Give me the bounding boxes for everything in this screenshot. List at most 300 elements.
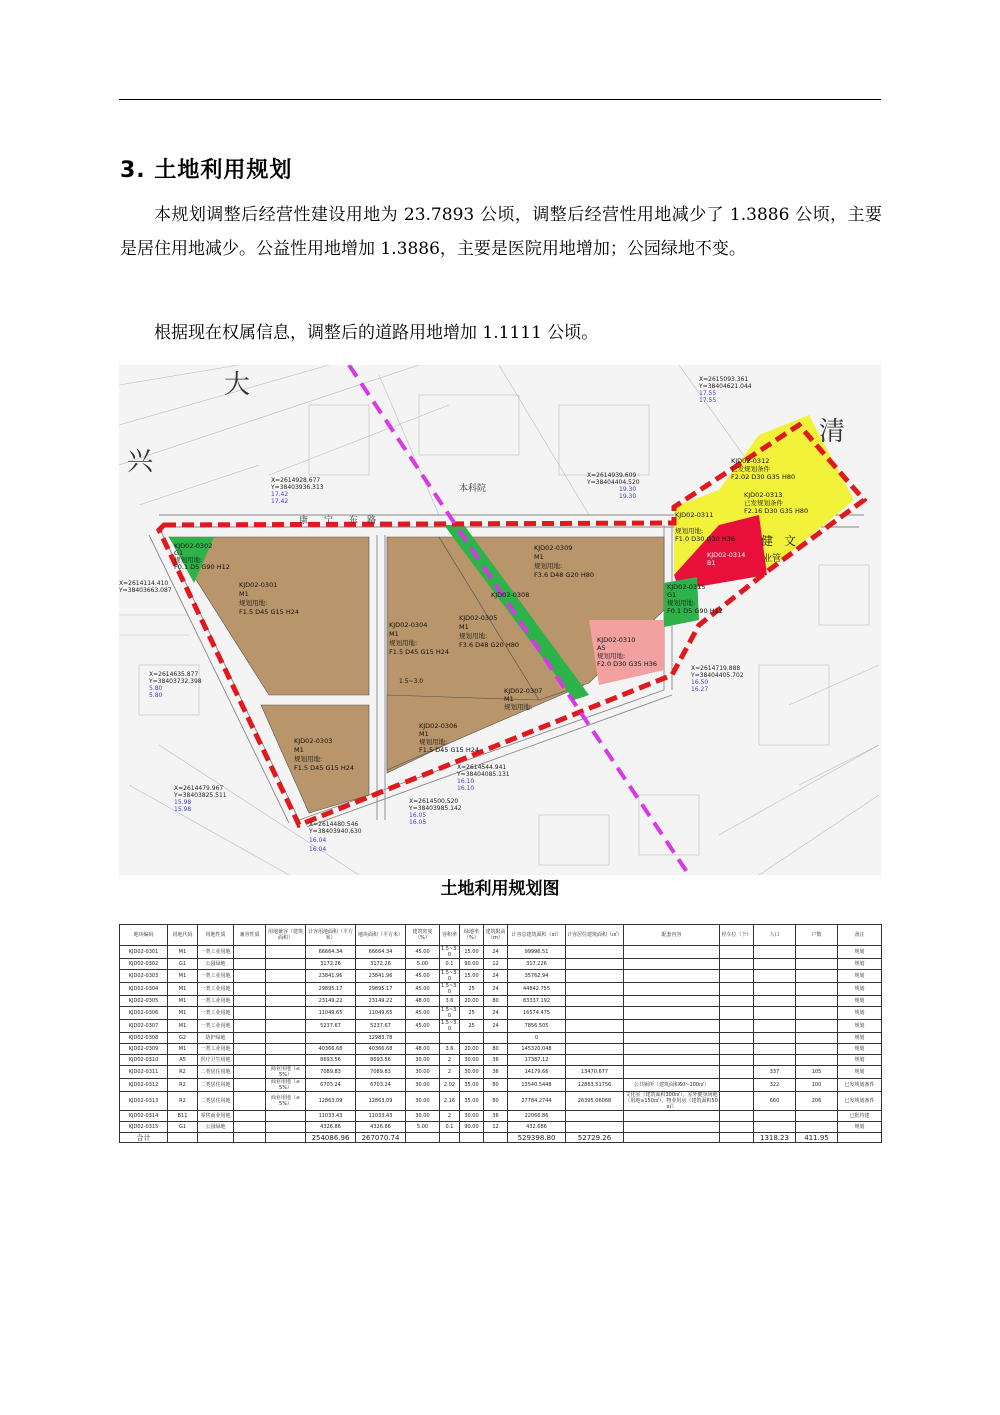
table-total-row [120, 1133, 882, 1143]
table-total-cell [838, 1133, 882, 1143]
table-cell [796, 996, 838, 1007]
table-cell: 36 [484, 1066, 508, 1079]
table-header-cell: 地块编码 [120, 925, 168, 946]
parcel-code-0310: KJD02-0310 [597, 636, 636, 644]
table-cell [796, 1055, 838, 1066]
table-cell [720, 959, 754, 970]
table-cell: 15.00 [460, 970, 484, 983]
table-cell: 2 [440, 1066, 460, 1079]
table-cell: 0.1 [440, 959, 460, 970]
coord-e2-3: 19.30 [619, 493, 637, 500]
parcel-code-0313: KJD02-0313 [744, 491, 783, 499]
table-cell [720, 1033, 754, 1044]
table-cell: 1.5~3.0 [441, 1020, 458, 1032]
table-cell: 12863.51756 [566, 1079, 624, 1092]
table-cell: KJD02-0301 [120, 946, 168, 959]
table-cell [624, 1020, 720, 1033]
table-cell: R2 [168, 1092, 198, 1111]
table-header-cell: 配套内容 [624, 925, 720, 946]
parcel-code-0302: KJD02-0302 [174, 542, 213, 550]
parcel-label-0311: 规划用地: [675, 527, 704, 535]
table-cell [796, 1020, 838, 1033]
table-cell: 已批待建 [838, 1111, 882, 1122]
table-header-cell: 容积率 [440, 925, 460, 946]
table-cell: 45.00 [406, 1007, 440, 1020]
table-cell [720, 983, 754, 996]
parcel-spec-0302: F0.1 D5 G90 H12 [174, 563, 230, 571]
coord-x-10: X=2614114.410 [119, 580, 169, 587]
table-cell: 12983.78 [356, 1033, 406, 1044]
coord-e2-9: 16.04 [309, 846, 327, 853]
parcel-label-0310: 规划用地: [597, 652, 626, 660]
table-cell: 20.00 [460, 1044, 484, 1055]
table-cell: 35762.94 [508, 970, 566, 983]
table-cell [754, 1122, 796, 1133]
table-cell: M1 [168, 946, 198, 959]
table-row [120, 996, 882, 1007]
table-cell: 48.00 [406, 996, 440, 1007]
table-cell: 322 [754, 1079, 796, 1092]
table-cell: 6703.24 [356, 1079, 406, 1092]
map-label-institute: 本科院 [459, 484, 487, 494]
table-cell [754, 1044, 796, 1055]
table-cell: 27784.2744 [508, 1092, 566, 1111]
parcel-spec-0310: F2.0 D30 G35 H36 [597, 660, 658, 668]
table-cell [796, 983, 838, 996]
land-use-table-wrap [119, 924, 881, 1143]
parcel-label-0302: 规划用地: [174, 556, 203, 564]
table-cell [266, 1007, 306, 1020]
parcel-use-0303: M1 [294, 746, 304, 754]
table-cell: 规划 [838, 1122, 882, 1133]
table-cell: 5.00 [406, 959, 440, 970]
table-cell: 15.00 [460, 946, 484, 959]
table-cell: 25 [460, 1007, 484, 1020]
table-cell: 25 [460, 983, 484, 996]
table-cell: 99996.51 [508, 946, 566, 959]
table-total-cell [198, 1133, 234, 1143]
parcel-spec-0312: F2.02 D30 G35 H80 [731, 473, 796, 481]
table-cell: A5 [168, 1055, 198, 1066]
parcel-use-0306: M1 [419, 730, 429, 738]
table-cell: 317.226 [508, 959, 566, 970]
table-cell [306, 1033, 356, 1044]
map-label-far-range: 1.5~3.0 [399, 678, 424, 685]
table-cell: 1.5~3.0 [441, 983, 458, 995]
table-cell: R2 [168, 1079, 198, 1092]
table-cell: KJD02-0312 [120, 1079, 168, 1092]
table-cell: 8693.56 [356, 1055, 406, 1066]
parcel-spec-0303: F1.5 D45 G15 H24 [294, 764, 355, 772]
parcel-spec-0305: F3.6 D48 G20 H80 [459, 641, 520, 649]
parcel-code-0304: KJD02-0304 [389, 621, 428, 629]
table-cell: 23841.96 [356, 970, 406, 983]
table-row [120, 1055, 882, 1066]
table-cell [720, 1079, 754, 1092]
table-cell [624, 1122, 720, 1133]
table-cell: 22066.86 [508, 1111, 566, 1122]
table-total-cell: 52729.26 [566, 1133, 624, 1143]
table-cell: 30.00 [460, 1055, 484, 1066]
table-cell: 29895.17 [356, 983, 406, 996]
table-cell: 7089.83 [306, 1066, 356, 1079]
road-char-qing: 清 [819, 417, 846, 447]
parcel-use-0309: M1 [534, 553, 544, 561]
parcel-label-0312: 已发规划条件 [731, 465, 770, 473]
table-cell: 24 [484, 946, 508, 959]
table-cell [624, 959, 720, 970]
table-total-cell [266, 1133, 306, 1143]
table-cell: 5.00 [406, 1122, 440, 1133]
coord-y-5: Y=38404405.702 [691, 672, 744, 679]
table-cell [720, 946, 754, 959]
table-header-cell: 兼容性质 [234, 925, 266, 946]
table-cell [234, 1055, 266, 1066]
table-cell: KJD02-0306 [120, 1007, 168, 1020]
parcel-label-0303: 规划用地: [294, 755, 323, 763]
table-total-cell [234, 1133, 266, 1143]
table-cell [796, 1044, 838, 1055]
table-cell: 11049.65 [356, 1007, 406, 1020]
road-char-da: 大 [224, 370, 251, 400]
table-cell: 一类工业用地 [198, 1044, 234, 1055]
coord-x-4: X=2614635.877 [149, 671, 199, 678]
table-cell: 11049.65 [306, 1007, 356, 1020]
table-cell: KJD02-0302 [120, 959, 168, 970]
table-cell: 1.5~3.0 [441, 1007, 458, 1019]
parcel-use-0301: M1 [239, 590, 249, 598]
table-cell [796, 970, 838, 983]
table-total-cell: 254086.96 [306, 1133, 356, 1143]
table-cell: 一类工业用地 [198, 996, 234, 1007]
table-cell: 1.5~3.0 [441, 970, 458, 982]
parcel-label-0305: 规划用地: [459, 632, 488, 640]
table-cell [720, 1044, 754, 1055]
coord-y-9: Y=38403940.630 [309, 828, 362, 835]
table-cell [566, 1055, 624, 1066]
paragraph-1: 本规划调整后经营性建设用地为 23.7893 公顷，调整后经营性用地减少了 1.3886 公顷，主要是居住用地减少。公益性用地增加 1.3886，主要是医院用地增加；公园绿地不变。 [120, 205, 882, 259]
table-header-cell: 户数 [796, 925, 838, 946]
table-cell: 规划 [838, 1020, 882, 1033]
table-cell [266, 1020, 306, 1033]
table-cell: 规划 [838, 946, 882, 959]
coord-x-7: X=2614544.941 [457, 764, 507, 771]
table-cell [624, 1066, 720, 1079]
table-header-cell: 计容用地面积（平方米） [306, 925, 356, 946]
parcel-spec-0313: F2.16 D30 G35 H80 [744, 507, 809, 515]
table-cell: 6703.24 [306, 1079, 356, 1092]
table-cell: 2.02 [440, 1079, 460, 1092]
table-cell: KJD02-0315 [120, 1122, 168, 1133]
parcel-code-0307: KJD02-0307 [504, 687, 543, 695]
table-header-cell: 停车位（个） [720, 925, 754, 946]
table-cell [266, 1044, 306, 1055]
parcel-use-0307: M1 [504, 695, 514, 703]
land-use-table [119, 924, 882, 1143]
table-cell: 3172.26 [356, 959, 406, 970]
coord-x-5: X=2614719.888 [691, 665, 741, 672]
map-label-jian: 健 [761, 534, 774, 548]
table-cell: 23841.96 [306, 970, 356, 983]
table-cell: 公共厕所（建筑面积60~100㎡） [624, 1079, 720, 1092]
table-cell: 23149.22 [306, 996, 356, 1007]
table-cell: G1 [168, 959, 198, 970]
table-cell: 已发规划条件 [838, 1092, 882, 1111]
table-cell: 45.00 [406, 970, 440, 983]
parcel-label-0301: 规划用地: [239, 599, 268, 607]
table-cell: 36 [484, 1111, 508, 1122]
table-cell: 145320.048 [508, 1044, 566, 1055]
coord-e1-8: 16.05 [409, 812, 427, 819]
coord-e1-3: 19.30 [619, 486, 637, 493]
table-cell: 16574.475 [508, 1007, 566, 1020]
table-row [120, 1079, 882, 1092]
table-cell: 40366.68 [306, 1044, 356, 1055]
table-total-cell [720, 1133, 754, 1143]
table-cell [266, 946, 306, 959]
coord-x-2: X=2614928.677 [271, 477, 321, 484]
table-cell [566, 970, 624, 983]
table-cell: 2.16 [440, 1092, 460, 1111]
table-cell [624, 1007, 720, 1020]
table-row [120, 1044, 882, 1055]
table-cell: 45.00 [406, 946, 440, 959]
table-cell [234, 1007, 266, 1020]
table-cell: 2 [440, 1055, 460, 1066]
table-cell [796, 1007, 838, 1020]
table-header-row [120, 925, 882, 946]
table-cell: 12863.09 [356, 1092, 406, 1111]
table-cell [754, 946, 796, 959]
table-header-cell: 人口 [754, 925, 796, 946]
parcel-code-0311: KJD02-0311 [675, 511, 714, 519]
coord-y-10: Y=38403663.087 [119, 587, 172, 594]
parcel-use-0315: G1 [667, 591, 677, 599]
land-use-map [119, 365, 881, 875]
table-cell: 35.00 [460, 1079, 484, 1092]
table-cell: 30.00 [406, 1055, 440, 1066]
table-cell [624, 970, 720, 983]
table-cell: 规划 [838, 970, 882, 983]
table-cell: 3172.26 [306, 959, 356, 970]
section-heading: 3. 土地利用规划 [120, 158, 293, 183]
table-cell: M1 [168, 970, 198, 983]
table-cell [720, 1007, 754, 1020]
table-cell [624, 996, 720, 1007]
table-cell: 公园绿地 [198, 959, 234, 970]
parcel-code-0314: KJD02-0314 [707, 551, 746, 559]
table-cell [566, 1122, 624, 1133]
table-cell: 一类工业用地 [198, 970, 234, 983]
table-row [120, 970, 882, 983]
table-cell [720, 1111, 754, 1122]
table-cell: 规划 [838, 959, 882, 970]
table-cell [234, 983, 266, 996]
table-cell [754, 996, 796, 1007]
parcel-use-0305: M1 [459, 623, 469, 631]
parcel-spec-0309: F3.6 D48 G20 H80 [534, 571, 595, 579]
table-row [120, 1122, 882, 1133]
table-cell [796, 1111, 838, 1122]
parcel-code-0301: KJD02-0301 [239, 581, 278, 589]
table-cell: 0.1 [440, 1122, 460, 1133]
table-cell: KJD02-0311 [120, 1066, 168, 1079]
coord-e1-4: 5.80 [149, 685, 163, 692]
table-header-cell: 地块面积（平方米） [356, 925, 406, 946]
coord-e2-1: 17.55 [699, 397, 717, 404]
table-cell [234, 996, 266, 1007]
coord-e2-8: 16.05 [409, 819, 427, 826]
coord-y-2: Y=38403936.313 [271, 484, 324, 491]
coord-e2-5: 16.27 [691, 686, 709, 693]
table-cell: 337 [754, 1066, 796, 1079]
table-cell: 二类居住用地 [198, 1079, 234, 1092]
table-cell [566, 946, 624, 959]
table-cell [796, 946, 838, 959]
table-cell: 0 [508, 1033, 566, 1044]
table-row [120, 1007, 882, 1020]
table-cell: 3.6 [440, 1044, 460, 1055]
coord-e1-2: 17.42 [271, 491, 289, 498]
table-cell [720, 1092, 754, 1111]
table-cell: 商业用地（≤5%） [266, 1066, 306, 1079]
table-cell: 30.00 [406, 1079, 440, 1092]
coord-y-7: Y=38404085.131 [457, 771, 510, 778]
parcel-label-0313: 已发规划条件 [744, 499, 783, 507]
parcel-spec-0311: F1.0 D30 G30 H36 [675, 535, 736, 543]
table-cell: 80 [484, 1092, 508, 1111]
table-cell [234, 1111, 266, 1122]
table-cell [460, 1033, 484, 1044]
table-cell: 45.00 [406, 983, 440, 996]
table-cell: 1.5~3.0 [441, 946, 458, 958]
table-header-cell: 计容总建筑面积（㎡） [508, 925, 566, 946]
table-cell: M1 [168, 983, 198, 996]
table-cell: 36 [484, 1055, 508, 1066]
table-header-cell: 用地代码 [168, 925, 198, 946]
table-cell [234, 1044, 266, 1055]
table-cell [754, 1033, 796, 1044]
table-cell: 已发规划条件 [838, 1079, 882, 1092]
table-cell [234, 946, 266, 959]
table-cell: 7089.83 [356, 1066, 406, 1079]
table-cell: 13540.5448 [508, 1079, 566, 1092]
coord-e2-2: 17.42 [271, 498, 289, 505]
table-cell [720, 996, 754, 1007]
table-cell: 26395.06068 [566, 1092, 624, 1111]
parcel-spec-0315: F0.1 D5 G90 H12 [667, 607, 723, 615]
table-cell [266, 1033, 306, 1044]
table-cell: 30.00 [406, 1092, 440, 1111]
table-cell: 11033.43 [306, 1111, 356, 1122]
table-cell: 660 [754, 1092, 796, 1111]
parcel-use-0304: M1 [389, 630, 399, 638]
table-cell: R2 [168, 1066, 198, 1079]
table-cell [624, 1044, 720, 1055]
road-char-lu: 路 [367, 516, 377, 526]
table-cell [624, 1055, 720, 1066]
table-header-cell: 计容居住建筑面积（㎡） [566, 925, 624, 946]
table-cell [566, 1111, 624, 1122]
table-cell: 防护绿地 [198, 1033, 234, 1044]
parcel-spec-0306: F1.5 D45 G15 H24 [419, 746, 480, 754]
table-cell [796, 959, 838, 970]
map-label-yeguan: 业管 [763, 554, 782, 564]
table-total-cell [624, 1133, 720, 1143]
table-cell [234, 1066, 266, 1079]
table-row [120, 1092, 882, 1111]
table-cell: M1 [168, 1007, 198, 1020]
table-cell: 7856.505 [508, 1020, 566, 1033]
table-total-cell [440, 1133, 460, 1143]
table-cell [796, 1122, 838, 1133]
table-row [120, 1111, 882, 1122]
table-cell [266, 983, 306, 996]
table-cell: M1 [168, 1044, 198, 1055]
table-header-cell: 建筑限高（m） [484, 925, 508, 946]
table-cell: 公园绿地 [198, 1122, 234, 1133]
table-cell: G2 [168, 1033, 198, 1044]
table-cell: KJD02-0310 [120, 1055, 168, 1066]
coord-x-8: X=2614500.520 [409, 798, 459, 805]
coord-y-3: Y=38404404.520 [587, 479, 640, 486]
table-cell: KJD02-0307 [120, 1020, 168, 1033]
table-cell: KJD02-0313 [120, 1092, 168, 1111]
table-cell: 80 [484, 996, 508, 1007]
table-cell [266, 959, 306, 970]
table-cell [266, 1122, 306, 1133]
table-cell: 30.00 [460, 1111, 484, 1122]
table-cell: 规划 [838, 1007, 882, 1020]
table-cell [234, 970, 266, 983]
table-cell: 17387.12 [508, 1055, 566, 1066]
parcel-code-0306: KJD02-0306 [419, 722, 458, 730]
table-cell [484, 1033, 508, 1044]
table-cell: KJD02-0305 [120, 996, 168, 1007]
parcel-code-0303: KJD02-0303 [294, 737, 333, 745]
table-cell [754, 1111, 796, 1122]
table-cell [566, 983, 624, 996]
table-cell: 4326.86 [306, 1122, 356, 1133]
table-cell: 一类工业用地 [198, 946, 234, 959]
table-body [120, 946, 882, 1143]
table-cell: 12 [484, 1122, 508, 1133]
table-cell: 医疗卫生用地 [198, 1055, 234, 1066]
table-cell [754, 1055, 796, 1066]
table-cell: 83337.192 [508, 996, 566, 1007]
table-cell: 一类工业用地 [198, 1007, 234, 1020]
table-total-cell [168, 1133, 198, 1143]
parcel-spec-0304: F1.5 D45 G15 H24 [389, 648, 450, 656]
coord-e2-7: 16.10 [457, 785, 475, 792]
table-cell: 3.6 [440, 996, 460, 1007]
table-cell: 商业用地（≤5%） [266, 1092, 306, 1111]
table-cell: 24 [484, 1007, 508, 1020]
table-cell [566, 996, 624, 1007]
table-cell [624, 946, 720, 959]
table-cell [234, 959, 266, 970]
table-total-cell [460, 1133, 484, 1143]
table-total-cell [484, 1133, 508, 1143]
table-cell [566, 1033, 624, 1044]
table-cell: KJD02-0303 [120, 970, 168, 983]
parcel-label-0315: 规划用地: [667, 599, 696, 607]
table-cell [754, 959, 796, 970]
table-row [120, 1066, 882, 1079]
table-cell: 20.00 [460, 996, 484, 1007]
table-cell [234, 1122, 266, 1133]
table-cell [720, 970, 754, 983]
